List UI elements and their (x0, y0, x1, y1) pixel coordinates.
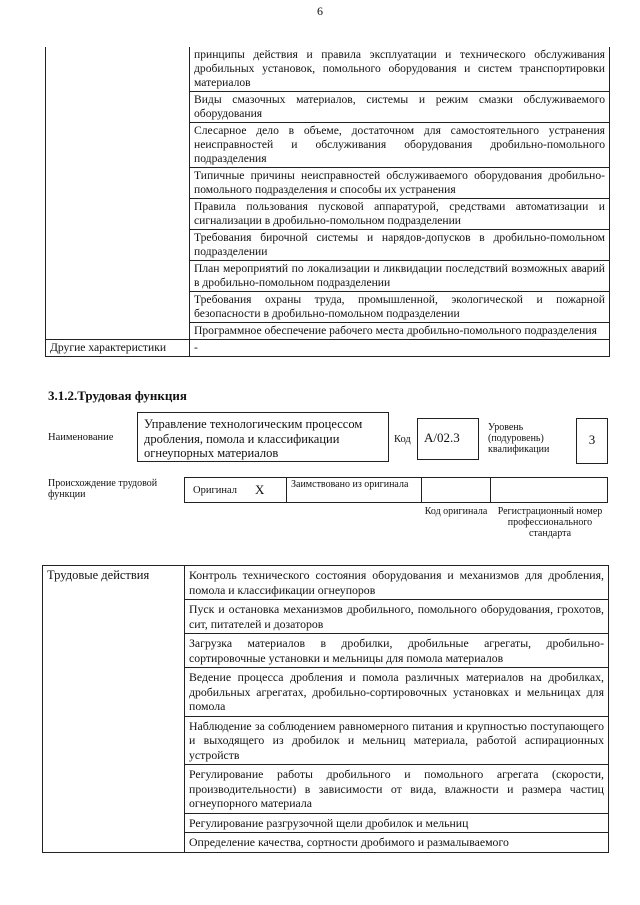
knowledge-row: Требования бирочной системы и нарядов-допусков в дробильно-помольном подразделении (190, 230, 610, 261)
knowledge-table (45, 47, 610, 357)
section-title: 3.1.2.Трудовая функция (48, 388, 187, 403)
knowledge-row: Требования охраны труда, промышленной, экологической и пожарной безопасности в дробильно-помольном подразделении (190, 292, 610, 323)
origin-divider-3 (490, 477, 491, 503)
labor-action-row: Регулирование работы дробильного и помольного агрегата (скорости, производительности) в зависимости от вида, влажности и размера частиц огнеупорного материала (185, 765, 609, 814)
function-code-box: А/02.3 (417, 418, 479, 460)
origin-label: Происхождение трудовой функции (48, 478, 158, 500)
level-box: 3 (576, 418, 608, 464)
name-label: Наименование (48, 432, 114, 443)
knowledge-label-cell (46, 47, 190, 340)
borrowed-label: Заимствовано из оригинала (291, 479, 409, 490)
knowledge-row: Правила пользования пусковой аппаратурой, средствами автоматизации и сигнализации в дробильно-помольном подразделении (190, 199, 610, 230)
level-label: Уровень (подуровень) квалификации (488, 422, 550, 455)
labor-actions-table (42, 565, 609, 853)
reg-number-label: Регистрационный номер профессионального стандарта (497, 506, 603, 539)
labor-action-row: Загрузка материалов в дробилки, дробильные агрегаты, дробильно-сортировочные установки и мельницы для помола материалов (185, 634, 609, 668)
original-label: Оригинал (193, 485, 237, 496)
original-mark: X (255, 482, 265, 497)
knowledge-row: Виды смазочных материалов, системы и режим смазки обслуживаемого оборудования (190, 92, 610, 123)
knowledge-row: Слесарное дело в объеме, достаточном для самостоятельного устранения неисправностей и обслуживания оборудования дробильно-помольного подразделения (190, 123, 610, 168)
labor-action-row: Регулирование разгрузочной щели дробилок и мельниц (185, 813, 609, 833)
labor-action-row: Определение качества, сортности дробимого и размалываемого (185, 833, 609, 853)
function-name-box: Управление технологическим процессом дробления, помола и классификации огнеупорных материалов (137, 412, 389, 462)
code-label: Код (394, 434, 411, 445)
labor-actions-label: Трудовые действия (43, 566, 185, 853)
labor-action-row: Контроль технического состояния оборудования и механизмов для дробления, помола и классификации огнеупоров (185, 566, 609, 600)
labor-action-row: Ведение процесса дробления и помола различных материалов на дробилках, дробильных агрегатах, дробильно-сортировочных установках и мельницах для помола (185, 668, 609, 717)
knowledge-row: План мероприятий по локализации и ликвидации последствий возможных аварий в дробильно-помольном подразделении (190, 261, 610, 292)
knowledge-row: принципы действия и правила эксплуатации и технического обслуживания дробильных установок, помольного оборудования и систем транспортировки материалов (190, 47, 610, 92)
labor-action-row: Наблюдение за соблюдением равномерного питания и крупностью поступающего и выходящего из дробилок и мельниц материала, работой аспирационных устройств (185, 716, 609, 765)
labor-action-row: Пуск и остановка механизмов дробильного, помольного оборудования, грохотов, сит, питателей и дозаторов (185, 600, 609, 634)
other-characteristics-label: Другие характеристики (46, 340, 190, 357)
page-number: 6 (317, 4, 323, 18)
knowledge-row: Типичные причины неисправностей обслуживаемого оборудования дробильно-помольного подразделения и способы их устранения (190, 168, 610, 199)
other-characteristics-value: - (190, 340, 610, 357)
origin-divider-2 (421, 477, 422, 503)
origin-divider-1 (286, 477, 287, 503)
knowledge-row: Программное обеспечение рабочего места дробильно-помольного подразделения (190, 323, 610, 340)
code-original-label: Код оригинала (424, 506, 488, 517)
